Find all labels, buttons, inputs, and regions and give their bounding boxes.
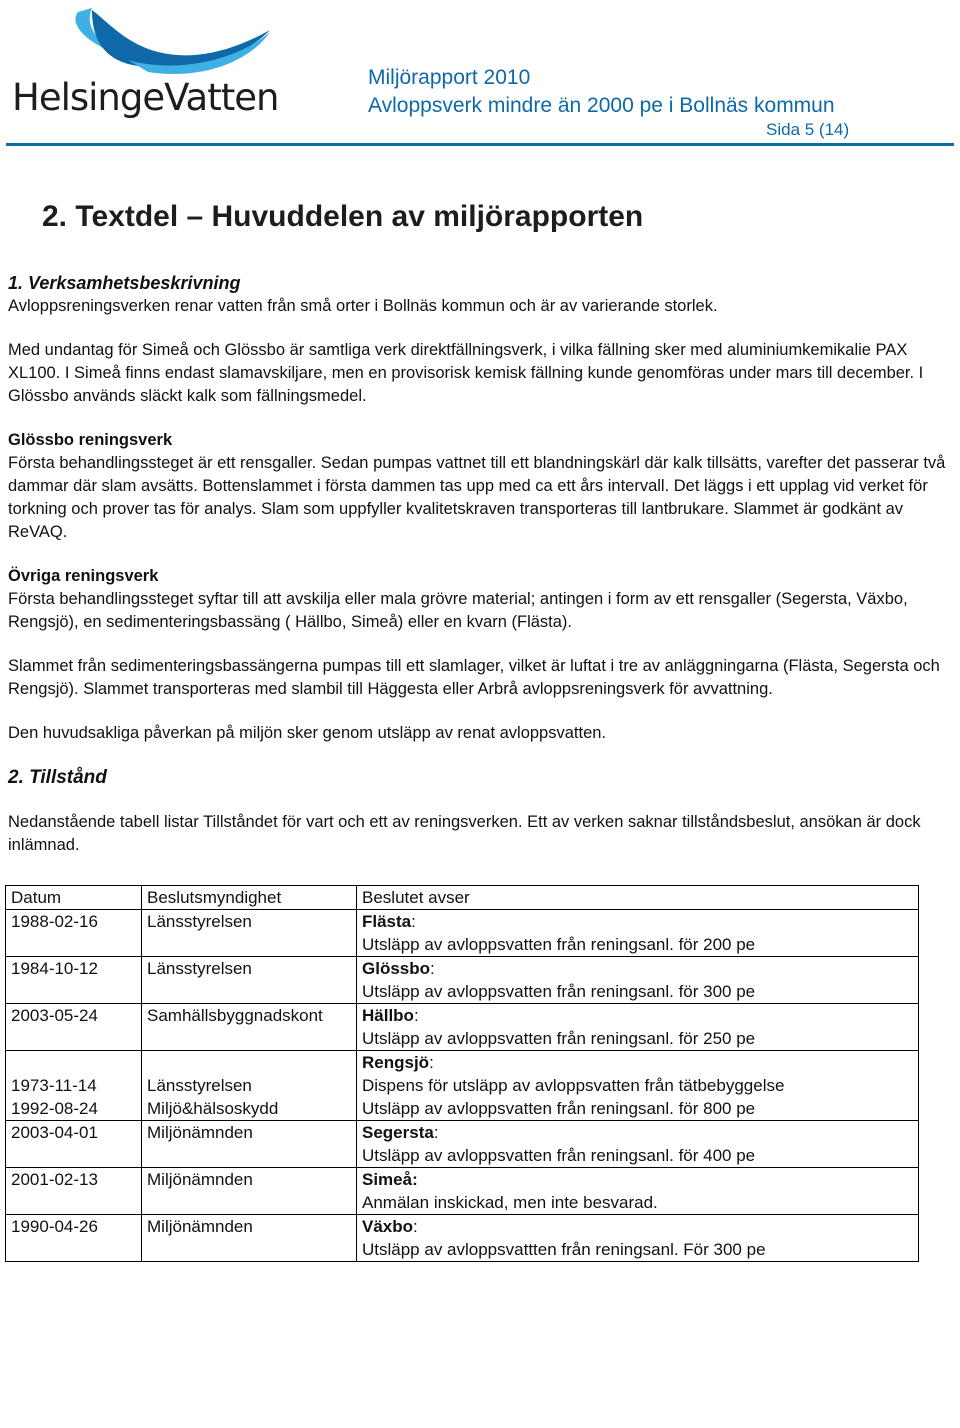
column-header-beslutet-avser: Beslutet avser [357,886,919,910]
cell-beslutet-avser [357,1004,919,1051]
cell-beslutet-avser [357,1051,919,1121]
table-row [6,1121,919,1168]
helsingevatten-logo [8,4,278,126]
subheading-glossbo: Glössbo reningsverk [8,431,173,449]
cell-beslutet-avser [357,1168,919,1215]
cell-beslutsmyndighet [142,1004,357,1051]
date-value: 1990-04-26 [11,1217,98,1236]
cell-beslutsmyndighet [142,1215,357,1262]
decision-text: Dispens för utsläpp av avloppsvatten från tätbebyggelse [362,1076,785,1095]
page-number: Sida 5 (14) [766,120,850,139]
plant-name: Flästa [362,912,412,931]
column-header-beslutsmyndighet: Beslutsmyndighet [142,886,357,910]
plant-name-suffix: : [413,1006,419,1025]
plant-name-line [362,1051,918,1074]
authority-value: Miljönämnden [147,1123,253,1142]
cell-beslutsmyndighet [142,1121,357,1168]
decision-text: Utsläpp av avloppsvatten från reningsanl. för 300 pe [362,982,756,1001]
plant-name-suffix: : [429,1053,434,1072]
table-row [6,1168,919,1215]
cell-beslutet-avser [357,910,919,957]
cell-beslutsmyndighet [142,910,357,957]
plant-name-suffix: : [433,1123,439,1142]
decision-text: Utsläpp av avloppsvatten från reningsanl. för 250 pe [362,1029,756,1048]
authority-value: Samhällsbyggnadskont [147,1006,323,1025]
section-heading-tillstand: 2. Tillstånd [8,767,107,788]
cell-datum [6,1168,142,1215]
subheading-ovriga: Övriga reningsverk [8,567,159,585]
plant-name: Rengsjö [362,1053,430,1072]
cell-beslutsmyndighet [142,1051,357,1121]
decision-text: Utsläpp av avloppsvattten från reningsanl. För 300 pe [362,1240,766,1259]
date-value: 1988-02-16 [11,912,98,931]
paragraph-slam: Slammet från sedimenteringsbassängerna pumpas till ett slamlager, vilket är luftat i tre av anläggningarna (Flästa, Segersta och Rengsjö). Slammet transporteras med slambil till Häggesta eller Arbrå avloppsreningsverk för avvattning. [8,657,940,698]
cell-beslutsmyndighet [142,957,357,1004]
permit-table-body [6,910,919,1262]
authority-value: Länsstyrelsen [147,959,252,978]
logo-wordmark: HelsingeVatten [12,76,279,119]
paragraph-ovriga: Första behandlingssteget syftar till att avskilja eller mala grövre material; antingen i form av ett rensgaller (Segersta, Växbo, Rengsjö), en sedimenteringsbassäng ( Hällbo, Simeå) eller en kvarn (Flästa). [8,590,908,631]
permit-table [5,885,919,1262]
column-header-datum: Datum [6,886,142,910]
plant-name: Glössbo [362,959,431,978]
plant-name-line [362,1004,918,1027]
date-value: 2003-04-01 [11,1123,98,1142]
report-header [368,64,898,120]
authority-value: Miljönämnden [147,1170,253,1189]
plant-name-line [362,1121,918,1144]
decision-text: Utsläpp av avloppsvatten från reningsanl. för 400 pe [362,1146,756,1165]
plant-name-line [362,910,918,933]
plant-name: Hällbo [362,1006,414,1025]
section-intro: Avloppsreningsverken renar vatten från små orter i Bollnäs kommun och är av varierande storlek. [8,297,718,315]
paragraph-glossbo: Första behandlingssteget är ett rensgaller. Sedan pumpas vattnet till ett blandningskärl där kalk tillsätts, varefter det passerar två dammar där slam avsätts. Bottenslammet i första dammen tas upp med ca ett års intervall. Det läggs i ett upplag vid verket för torkning och prover tas för analys. Slam som uppfyller kvalitetskraven transporteras till lantbrukare. Slammet är godkänt av ReVAQ. [8,454,946,541]
report-title: Miljörapport 2010 [368,66,531,89]
table-header-row [6,886,919,910]
plant-name-line [362,957,918,980]
authority-value: Miljö&hälsoskydd [147,1099,279,1118]
logo-swoosh-icon [8,4,278,84]
main-heading: 2. Textdel – Huvuddelen av miljörapporten [42,200,644,233]
date-value: 1973-11-14 [11,1076,97,1095]
decision-text: Anmälan inskickad, men inte besvarad. [362,1193,658,1212]
table-row [6,910,919,957]
report-subtitle: Avloppsverk mindre än 2000 pe i Bollnäs kommun [368,94,835,117]
cell-beslutet-avser [357,1121,919,1168]
cell-datum [6,1004,142,1051]
decision-text: Utsläpp av avloppsvatten från reningsanl. för 200 pe [362,935,756,954]
table-row [6,1215,919,1262]
cell-datum [6,957,142,1004]
cell-beslutet-avser [357,1215,919,1262]
plant-name-suffix: : [430,959,435,978]
document-body [8,272,948,857]
plant-name-line [362,1215,918,1238]
table-row [6,1051,919,1121]
plant-name: Segersta [362,1123,434,1142]
date-value: 2001-02-13 [11,1170,98,1189]
paragraph-fallning: Med undantag för Simeå och Glössbo är samtliga verk direktfällningsverk, i vilka fällning sker med aluminiumkemikalie PAX XL100. I Simeå finns endast slamavskiljare, men en provisorisk kemisk fällning kunde genomföras under mars till december. I Glössbo används släckt kalk som fällningsmedel. [8,341,924,405]
date-value: 1984-10-12 [11,959,98,978]
plant-name-suffix: : [413,1217,418,1236]
paragraph-tillstand-intro: Nedanstående tabell listar Tillståndet för vart och ett av reningsverken. Ett av verken saknar tillståndsbeslut, ansökan är dock inlämnad. [8,813,921,854]
plant-name: Växbo [362,1217,414,1236]
plant-name-suffix: : [411,912,416,931]
authority-value: Länsstyrelsen [147,1076,252,1095]
header-divider [6,143,954,146]
cell-beslutsmyndighet [142,1168,357,1215]
date-value: 2003-05-24 [11,1006,98,1025]
cell-datum [6,1051,142,1121]
authority-value: Länsstyrelsen [147,912,252,931]
plant-name-line [362,1168,918,1191]
cell-datum [6,1121,142,1168]
cell-beslutet-avser [357,957,919,1004]
cell-datum [6,910,142,957]
section-heading-verksamhet: 1. Verksamhetsbeskrivning [8,273,241,293]
paragraph-paverkan: Den huvudsakliga påverkan på miljön sker genom utsläpp av renat avloppsvatten. [8,724,607,742]
table-row [6,1004,919,1051]
date-value: 1992-08-24 [11,1099,98,1118]
table-row [6,957,919,1004]
authority-value: Miljönämnden [147,1217,253,1236]
plant-name: Simeå: [362,1170,418,1189]
decision-text: Utsläpp av avloppsvatten från reningsanl. för 800 pe [362,1099,756,1118]
cell-datum [6,1215,142,1262]
